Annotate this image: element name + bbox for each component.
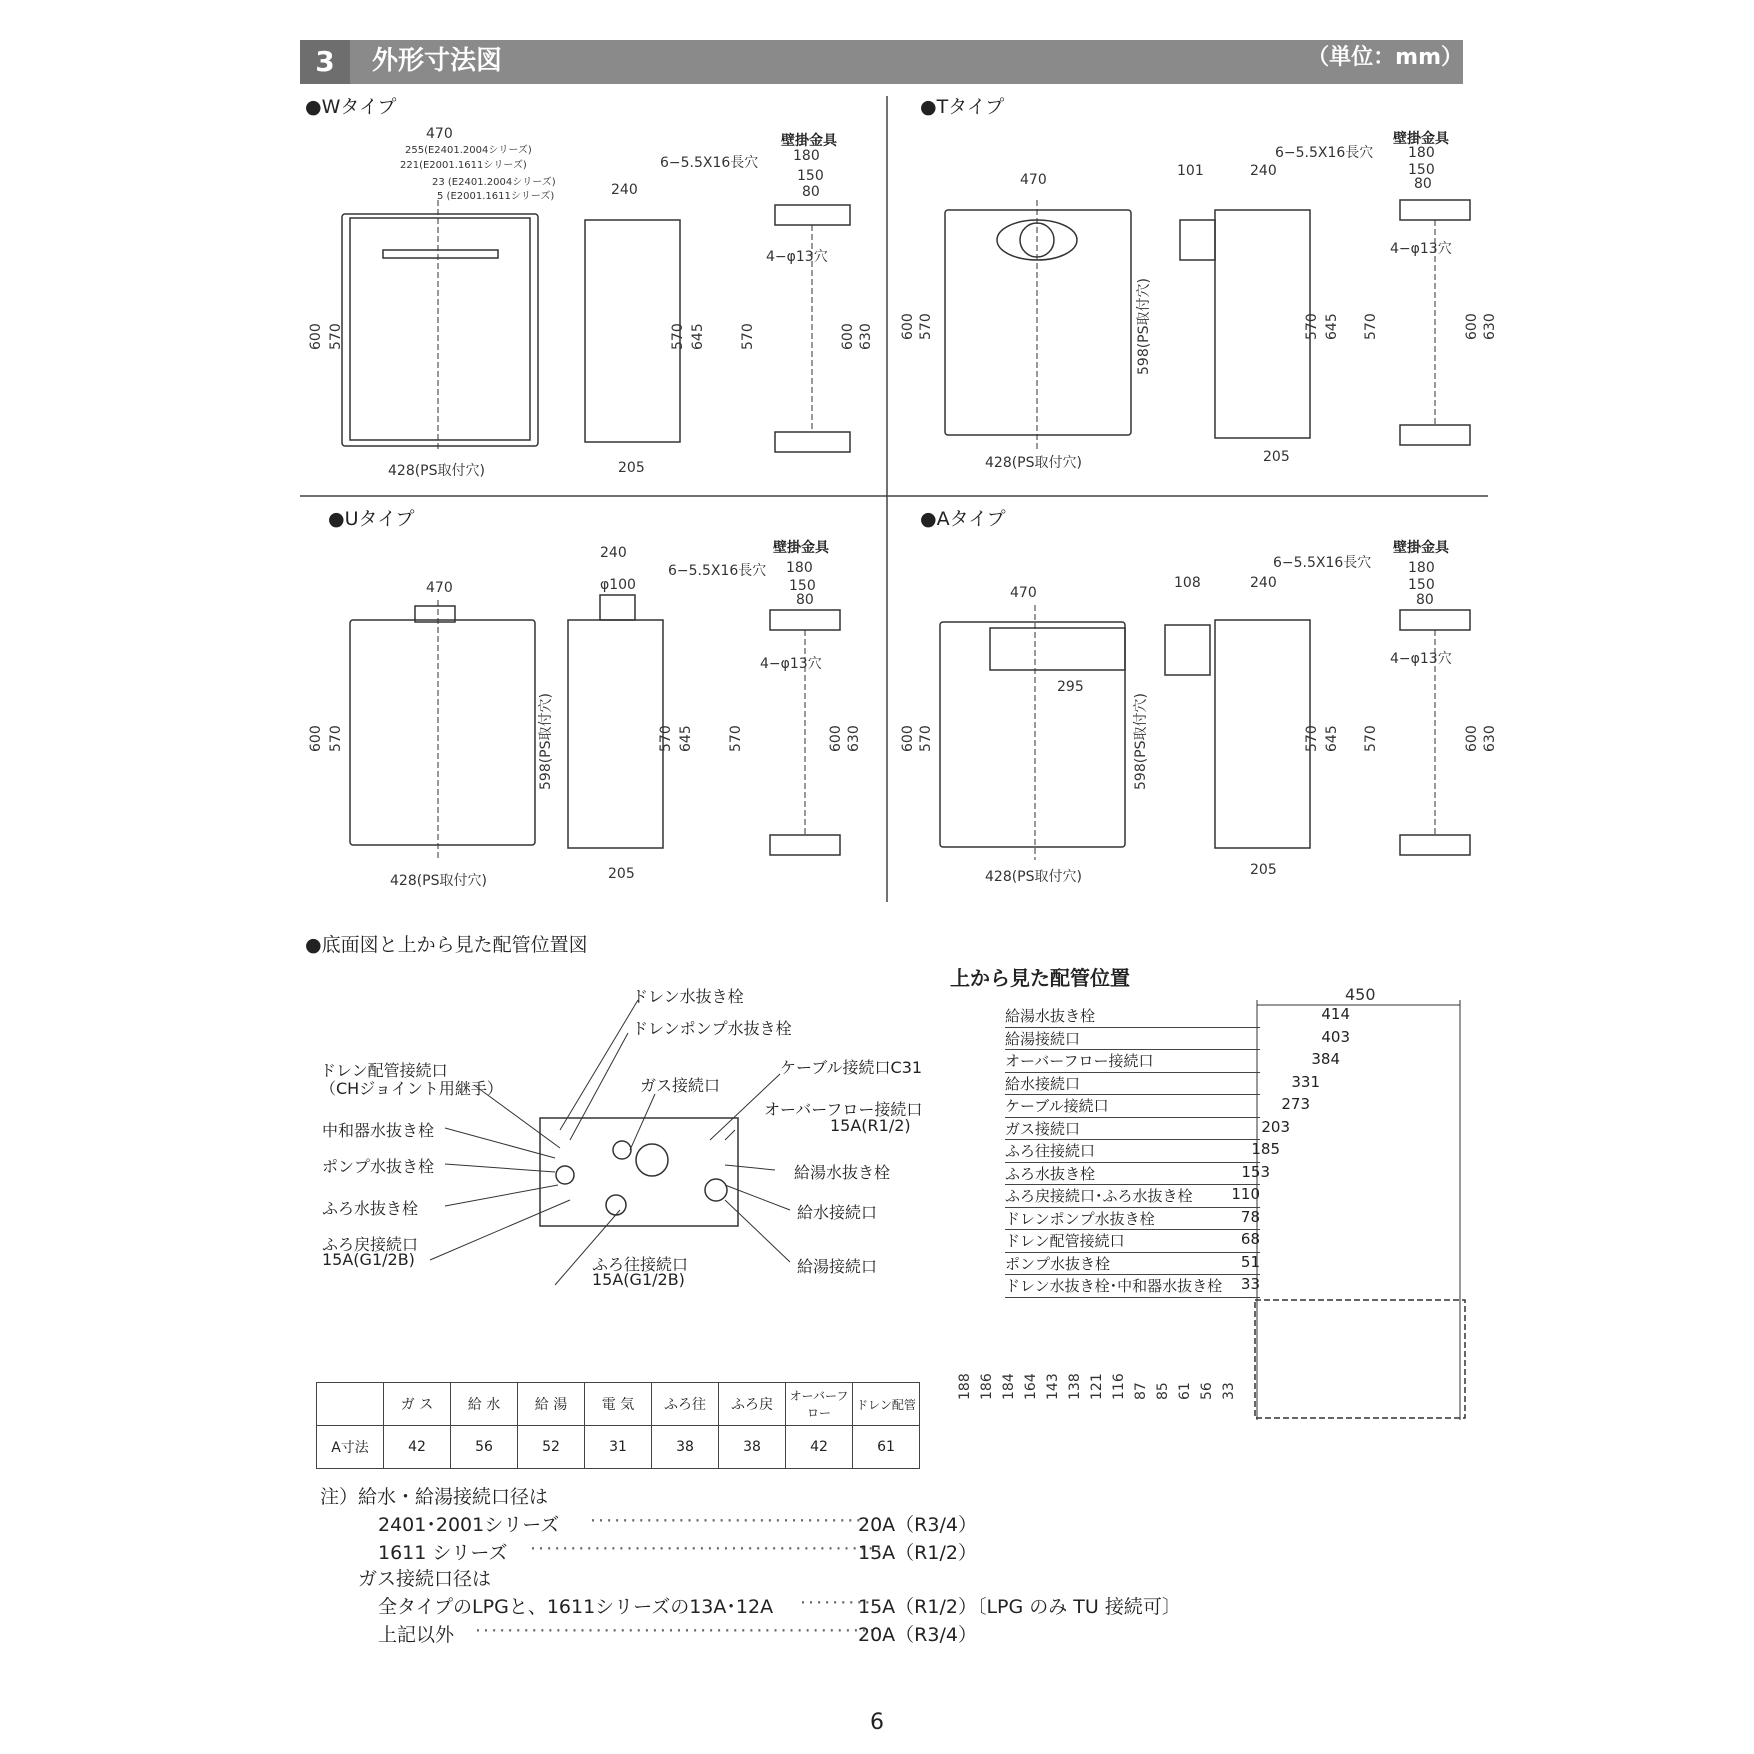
label-hot-valve: 給湯水抜き栓 [794, 1163, 891, 1182]
label-bath-supply: ふろ往接続口 [592, 1255, 689, 1274]
row-value: 185 [1251, 1140, 1280, 1158]
w-dim-180: 180 [793, 148, 820, 164]
row-value: 331 [1291, 1072, 1320, 1091]
w-series-255: 255(E2401.2004シリーズ) [405, 145, 532, 156]
ps-label-w: 428(PS取付穴) [388, 463, 485, 479]
cell: 42 [786, 1426, 853, 1469]
vdim: 164 [1023, 1373, 1039, 1400]
cell: 42 [384, 1426, 451, 1469]
w-side-dim-645: 645 [690, 323, 706, 350]
label-drain-pipe: ドレン配管接続口 [320, 1061, 448, 1080]
row-label: ドレンポンプ水抜き栓 [1005, 1209, 1155, 1228]
a-dim-570: 570 [918, 725, 934, 752]
row-label-a: A寸法 [317, 1426, 384, 1469]
label-ch-joint: （CHジョイント用継手） [320, 1079, 503, 1098]
row-label: 給湯水抜き栓 [1005, 1007, 1096, 1025]
row-value: 403 [1321, 1027, 1350, 1046]
top-view-overall: 450 [1345, 985, 1376, 1004]
header-water: 給 水 [451, 1383, 518, 1426]
u-dim-150: 150 [789, 578, 816, 594]
t-br-dim-600: 600 [1464, 313, 1480, 340]
note-5b: 15A（R1/2）〔LPG のみ TU 接続可〕 [858, 1596, 1181, 1618]
a-br-dim-570: 570 [1363, 725, 1379, 752]
row-label: ドレン水抜き栓･中和器水抜き栓 [1005, 1277, 1223, 1295]
ps-label-u: 428(PS取付穴) [390, 873, 487, 889]
hole-label-t: 4−φ13穴 [1390, 241, 1452, 257]
note-5a: 全タイプのLPGと、1611シリーズの13A･12A [378, 1596, 774, 1618]
w-dim-470: 470 [426, 126, 453, 142]
top-view-rows [1005, 1005, 1350, 1298]
row-label: ドレン配管接続口 [1005, 1232, 1125, 1250]
t-br-dim-630: 630 [1482, 313, 1498, 340]
a-dim-80: 80 [1416, 592, 1434, 608]
row-label: ガス接続口 [1005, 1119, 1081, 1138]
header-electric: 電 気 [585, 1383, 652, 1426]
vdim: 85 [1155, 1382, 1171, 1400]
bracket-label-t: 壁掛金具 [1393, 131, 1449, 147]
u-br-dim-600: 600 [828, 725, 844, 752]
type-a-label: ●Aタイプ [920, 508, 1006, 530]
a-table-header-row [317, 1383, 920, 1426]
label-drain-pump-valve: ドレンポンプ水抜き栓 [632, 1019, 792, 1038]
a-dim-470: 470 [1010, 585, 1037, 601]
row-value: 153 [1241, 1162, 1270, 1181]
a-br-dim-630: 630 [1482, 725, 1498, 752]
a-side-dim-645: 645 [1324, 725, 1340, 752]
vdim: 188 [957, 1373, 973, 1400]
hole-label-w: 4−φ13穴 [766, 249, 828, 265]
vdim: 56 [1199, 1382, 1215, 1400]
row-label: ふろ水抜き栓 [1005, 1164, 1096, 1183]
ps-label-t: 428(PS取付穴) [985, 455, 1082, 471]
bottom-section-title: ●底面図と上から見た配管位置図 [305, 934, 588, 956]
w-dim-240: 240 [611, 182, 638, 198]
t-dim-470: 470 [1020, 172, 1047, 188]
vdim: 121 [1089, 1373, 1105, 1400]
unit-label: （単位：mm） [1307, 45, 1463, 70]
cell: 38 [719, 1426, 786, 1469]
ps-label-a: 428(PS取付穴) [985, 869, 1082, 885]
type-t-label: ●Tタイプ [920, 96, 1005, 118]
cell: 31 [585, 1426, 652, 1469]
a-side-dim-570: 570 [1304, 725, 1320, 752]
u-dim-600: 600 [308, 725, 324, 752]
t-dim-600: 600 [900, 313, 916, 340]
t-dim-150: 150 [1408, 162, 1435, 178]
type-u-label: ●Uタイプ [328, 508, 415, 530]
label-drain-valve: ドレン水抜き栓 [632, 987, 744, 1006]
a-dim-150: 150 [1408, 577, 1435, 593]
header-bath-supply: ふろ往 [652, 1383, 719, 1426]
u-br-dim-630: 630 [846, 725, 862, 752]
row-label: ふろ戻接続口･ふろ水抜き栓 [1005, 1187, 1193, 1205]
u-dim-570: 570 [328, 725, 344, 752]
u-dim-80: 80 [796, 592, 814, 608]
w-series-23: 23 (E2401.2004シリーズ) [432, 177, 556, 188]
row-label: オーバーフロー接続口 [1005, 1052, 1154, 1070]
u-dim-205: 205 [608, 866, 635, 882]
t-dim-180: 180 [1408, 145, 1435, 161]
header-overflow: オーバーフロー [786, 1383, 853, 1426]
top-view-vertical-dims [955, 1300, 1255, 1420]
w-br-dim-600: 600 [840, 323, 856, 350]
a-table-value-row [317, 1426, 920, 1469]
row-label: ふろ往接続口 [1005, 1142, 1096, 1160]
slot-label-u: 6−5.5X16長穴 [668, 563, 767, 579]
row-label: 給水接続口 [1005, 1074, 1081, 1093]
a-dim-180: 180 [1408, 560, 1435, 576]
vdim: 116 [1111, 1373, 1127, 1400]
w-br-dim-630: 630 [858, 323, 874, 350]
u-side-dim-645: 645 [678, 725, 694, 752]
a-dim-598: 598(PS取付穴) [1133, 693, 1149, 790]
u-side-dim-570: 570 [658, 725, 674, 752]
w-dim-80: 80 [802, 184, 820, 200]
t-side-dim-645: 645 [1324, 313, 1340, 340]
u-dim-470: 470 [426, 580, 453, 596]
section-title: 外形寸法図 [372, 46, 503, 76]
header-drain: ドレン配管 [853, 1383, 920, 1426]
t-dim-570: 570 [918, 313, 934, 340]
cell: 61 [853, 1426, 920, 1469]
header-bath-return: ふろ戻 [719, 1383, 786, 1426]
a-dim-108: 108 [1174, 575, 1201, 591]
u-dim-180: 180 [786, 560, 813, 576]
slot-label-a: 6−5.5X16長穴 [1273, 555, 1372, 571]
label-bath-return-size: 15A(G1/2B) [322, 1250, 415, 1269]
row-value: 110 [1231, 1185, 1260, 1203]
vdim: 143 [1045, 1373, 1061, 1400]
note-6a: 上記以外 [378, 1624, 455, 1646]
vdim: 184 [1001, 1373, 1017, 1400]
hole-label-u: 4−φ13穴 [760, 656, 822, 672]
w-dim-205: 205 [618, 460, 645, 476]
u-dim-598: 598(PS取付穴) [538, 693, 554, 790]
w-dim-150: 150 [797, 168, 824, 184]
a-dim-600: 600 [900, 725, 916, 752]
t-side-dim-570: 570 [1304, 313, 1320, 340]
section-number: 3 [300, 40, 350, 84]
t-br-dim-570: 570 [1363, 313, 1379, 340]
note-2a: 2401･2001シリーズ [378, 1514, 560, 1536]
note-2b: 20A（R3/4） [858, 1514, 977, 1536]
label-bath-valve: ふろ水抜き栓 [322, 1199, 419, 1218]
t-dim-240: 240 [1250, 163, 1277, 179]
vdim: 33 [1221, 1382, 1237, 1400]
vdim: 87 [1133, 1382, 1149, 1400]
slot-label-w: 6−5.5X16長穴 [660, 155, 759, 171]
vdim: 186 [979, 1373, 995, 1400]
note-4: ガス接続口径は [358, 1568, 492, 1590]
a-table-corner [317, 1383, 384, 1426]
row-value: 51 [1240, 1252, 1260, 1271]
row-label: ケーブル接続口 [1005, 1097, 1109, 1115]
type-w-label: ●Wタイプ [305, 96, 397, 118]
note-3a: 1611 シリーズ [378, 1542, 508, 1564]
note-3b: 15A（R1/2） [858, 1542, 977, 1564]
a-dim-295: 295 [1057, 679, 1084, 695]
row-value: 68 [1240, 1230, 1260, 1248]
cell: 38 [652, 1426, 719, 1469]
t-dim-205: 205 [1263, 449, 1290, 465]
cell: 56 [451, 1426, 518, 1469]
header-hot: 給 湯 [518, 1383, 585, 1426]
bracket-label-w: 壁掛金具 [781, 133, 837, 149]
bracket-label-u: 壁掛金具 [773, 540, 829, 556]
w-dim-600: 600 [308, 323, 324, 350]
u-dim-240: 240 [600, 545, 627, 561]
header-gas: ガ ス [384, 1383, 451, 1426]
row-label: ポンプ水抜き栓 [1005, 1254, 1111, 1273]
u-br-dim-570: 570 [728, 725, 744, 752]
w-series-5: 5 (E2001.1611シリーズ) [437, 191, 555, 202]
label-hot-outlet: 給湯接続口 [797, 1257, 878, 1276]
row-value: 33 [1240, 1275, 1260, 1293]
w-series-221: 221(E2001.1611シリーズ) [400, 160, 527, 171]
t-dim-598: 598(PS取付穴) [1136, 278, 1152, 375]
row-value: 414 [1321, 1005, 1350, 1023]
row-label: 給湯接続口 [1005, 1029, 1081, 1048]
row-value: 203 [1261, 1117, 1290, 1136]
label-pump-valve: ポンプ水抜き栓 [322, 1157, 435, 1176]
label-gas: ガス接続口 [640, 1076, 721, 1095]
w-dim-570: 570 [328, 323, 344, 350]
t-dim-101: 101 [1177, 163, 1204, 179]
u-dim-100: φ100 [600, 577, 636, 593]
w-side-dim-570: 570 [670, 323, 686, 350]
top-view-title: 上から見た配管位置 [950, 966, 1130, 990]
vdim: 138 [1067, 1373, 1083, 1400]
a-br-dim-600: 600 [1464, 725, 1480, 752]
label-bath-return: ふろ戻接続口 [322, 1235, 419, 1254]
row-value: 384 [1311, 1050, 1340, 1068]
a-dim-205: 205 [1250, 862, 1277, 878]
label-overflow: オーバーフロー接続口 [764, 1100, 923, 1119]
label-neutralizer: 中和器水抜き栓 [322, 1121, 435, 1140]
a-dim-240: 240 [1250, 575, 1277, 591]
label-water-inlet: 給水接続口 [797, 1203, 878, 1222]
page-number: 6 [870, 1710, 884, 1735]
bracket-label-a: 壁掛金具 [1393, 540, 1449, 556]
label-bath-supply-size: 15A(G1/2B) [592, 1270, 685, 1289]
note-6b: 20A（R3/4） [858, 1624, 977, 1646]
label-overflow-size: 15A(R1/2) [830, 1116, 911, 1135]
note-1: 注）給水・給湯接続口径は [320, 1486, 549, 1508]
hole-label-a: 4−φ13穴 [1390, 651, 1452, 667]
slot-label-t: 6−5.5X16長穴 [1275, 145, 1374, 161]
w-br-dim-570: 570 [740, 323, 756, 350]
row-value: 78 [1240, 1207, 1260, 1226]
t-dim-80: 80 [1414, 176, 1432, 192]
cell: 52 [518, 1426, 585, 1469]
row-value: 273 [1281, 1095, 1310, 1113]
vdim: 61 [1177, 1382, 1193, 1400]
label-cable: ケーブル接続口C31 [780, 1058, 923, 1077]
a-dimension-table [316, 1382, 920, 1469]
